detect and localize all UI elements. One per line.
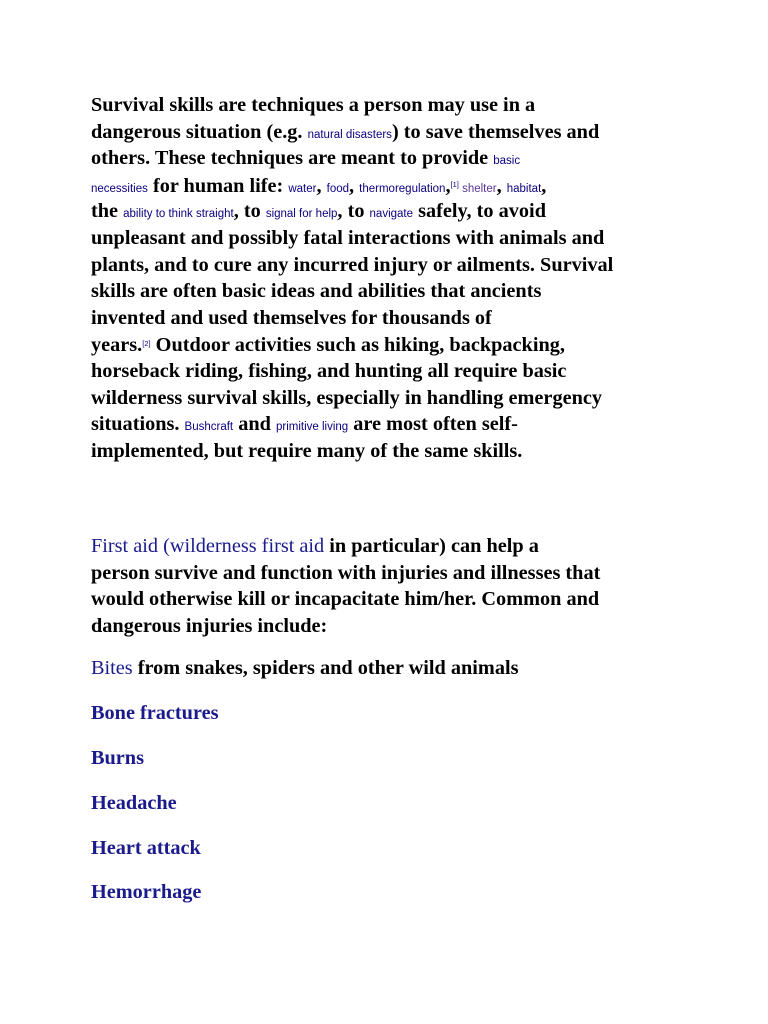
first-aid-line-3: would otherwise kill or incapacitate him/her. Common and: [91, 588, 600, 611]
intro-line-10: years.[2] Outdoor activities such as hiking, backpacking,: [91, 334, 565, 357]
link-first-aid[interactable]: First aid: [91, 535, 159, 557]
first-aid-line-1: First aid (wilderness first aid in particular) can help a: [91, 535, 539, 557]
intro-line-7: plants, and to cure any incurred injury or ailments. Survival: [91, 253, 614, 276]
link-navigate[interactable]: navigate: [369, 208, 414, 221]
link-thermoregulation[interactable]: thermoregulation: [359, 182, 446, 195]
link-signal-for-help[interactable]: signal for help: [265, 208, 338, 221]
intro-line-3: others. These techniques are meant to provide basic: [91, 147, 521, 170]
intro-line-14: implemented, but require many of the same skills.: [91, 439, 523, 462]
intro-line-12: wilderness survival skills, especially in handling emergency: [91, 386, 603, 409]
intro-line-2: dangerous situation (e.g. natural disasters) to save themselves and: [91, 120, 600, 143]
link-primitive-living[interactable]: primitive living: [275, 421, 349, 434]
intro-line-6: unpleasant and possibly fatal interactions with animals and: [91, 226, 605, 249]
first-aid-line-4: dangerous injuries include:: [91, 614, 328, 637]
link-bone-fractures[interactable]: Bone fractures: [91, 702, 219, 724]
intro-paragraph: [91, 92, 691, 464]
first-aid-paragraph: [91, 533, 711, 639]
intro-line-5: the ability to think straight, to signal for help, to navigate safely, to avoid: [91, 200, 546, 223]
intro-line-8: skills are often basic ideas and abilities that ancients: [91, 280, 542, 303]
link-food[interactable]: food: [326, 182, 350, 195]
citation-2[interactable]: [2]: [142, 339, 151, 349]
intro-line-1: Survival skills are techniques a person may use in a: [91, 94, 536, 116]
injury-bites: Bites from snakes, spiders and other wild animals: [91, 657, 519, 679]
link-habitat[interactable]: habitat: [506, 182, 542, 195]
link-hemorrhage[interactable]: Hemorrhage: [91, 881, 202, 903]
link-ability-to-think-straight[interactable]: ability to think straight: [123, 208, 234, 221]
term-survival-skills: Survival skills: [91, 94, 214, 116]
intro-line-4: necessities for human life: water, food, thermoregulation,[1] shelter, habitat,: [91, 174, 547, 197]
first-aid-line-2: person survive and function with injuries and illnesses that: [91, 561, 601, 584]
link-headache[interactable]: Headache: [91, 792, 177, 814]
link-bites[interactable]: Bites: [91, 657, 133, 679]
link-shelter[interactable]: shelter: [458, 182, 497, 195]
link-bushcraft[interactable]: Bushcraft: [184, 421, 234, 434]
citation-1[interactable]: [1]: [450, 179, 459, 189]
intro-line-11: horseback riding, fishing, and hunting all require basic: [91, 359, 567, 382]
intro-line-13: situations. Bushcraft and primitive living are most often self-: [91, 413, 518, 436]
link-natural-disasters[interactable]: natural disasters: [307, 128, 392, 141]
link-heart-attack[interactable]: Heart attack: [91, 837, 201, 859]
link-water[interactable]: water: [288, 182, 317, 195]
link-wilderness-first-aid[interactable]: wilderness first aid: [169, 535, 325, 557]
link-burns[interactable]: Burns: [91, 747, 144, 769]
intro-line-9: invented and used themselves for thousands of: [91, 306, 492, 329]
link-necessities[interactable]: necessities: [91, 182, 148, 195]
link-basic[interactable]: basic: [493, 155, 521, 168]
